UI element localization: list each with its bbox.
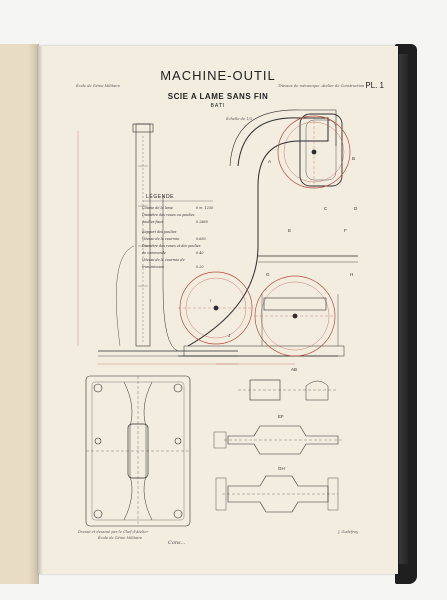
plate-sub-subtitle: BATI [210, 103, 226, 109]
legend-title: LÉGENDE [146, 194, 175, 200]
legend-row-5: Vitesse de la courroie [142, 237, 180, 241]
marker-h: H [350, 272, 354, 277]
drawing-plate [38, 46, 398, 574]
marker-e: E [288, 228, 292, 233]
scale-note: Échelle de 1/5 [226, 117, 252, 121]
legend-row-8: Vitesse de la courroie de [142, 258, 185, 262]
pulley-shaft [264, 298, 326, 310]
legend-row-9: transmission [142, 265, 165, 269]
signature: Cons... [168, 540, 186, 546]
marker-d: D [354, 206, 358, 211]
legend-value-1: 0 m. 1250 [196, 206, 214, 210]
left-page [0, 44, 39, 584]
legend-row-2: Diamètre des roues ou poulies [142, 213, 195, 217]
cover-sheen [399, 54, 408, 564]
marker-g: G [266, 272, 270, 277]
view-label-ef: EF [278, 414, 284, 419]
footer-right-note: J. Godefroy [338, 530, 359, 534]
marker-a: A [268, 159, 272, 164]
book-cover-spine [395, 44, 417, 584]
marker-c: C [324, 206, 328, 211]
header-left-note: École de Génie Militaire [76, 84, 121, 88]
marker-f: F [344, 228, 347, 233]
footer-sub-note: École de Génie Militaire [98, 536, 143, 540]
view-label-ab: AB [291, 367, 298, 372]
marker-b: B [352, 156, 356, 161]
marker-j: J [228, 333, 231, 338]
plate-subtitle: SCIE A LAME SANS FIN [167, 92, 269, 101]
legend-value-7: 0.40 [196, 251, 204, 255]
plate-title: MACHINE-OUTIL [160, 68, 276, 83]
legend-row-4: Rapport des poulies [142, 230, 177, 234]
legend-row-7: de commande [142, 251, 167, 255]
legend-row-1: Course de la lame [142, 206, 174, 210]
technical-drawing [38, 46, 398, 574]
view-label-gh: GH [278, 466, 285, 471]
legend-row-3: poulies fixes [142, 220, 164, 224]
marker-i: I [210, 298, 212, 303]
plate-number: PL. 1 [365, 81, 384, 90]
header-right-note: Travaux de mécanique. Atelier de Construction [278, 84, 365, 88]
page-gutter-shadow [28, 44, 38, 584]
frame-arm [188, 118, 328, 346]
legend-value-5: 0.650 [196, 237, 206, 241]
legend-value-9: 0.20 [196, 265, 204, 269]
legend-row-6: Diamètre des roues et des poulies [142, 244, 201, 248]
legend-value-3: 0.2860 [196, 220, 208, 224]
footer-left-note: Dressé et dessiné par le Chef d'Atelier [78, 530, 149, 534]
